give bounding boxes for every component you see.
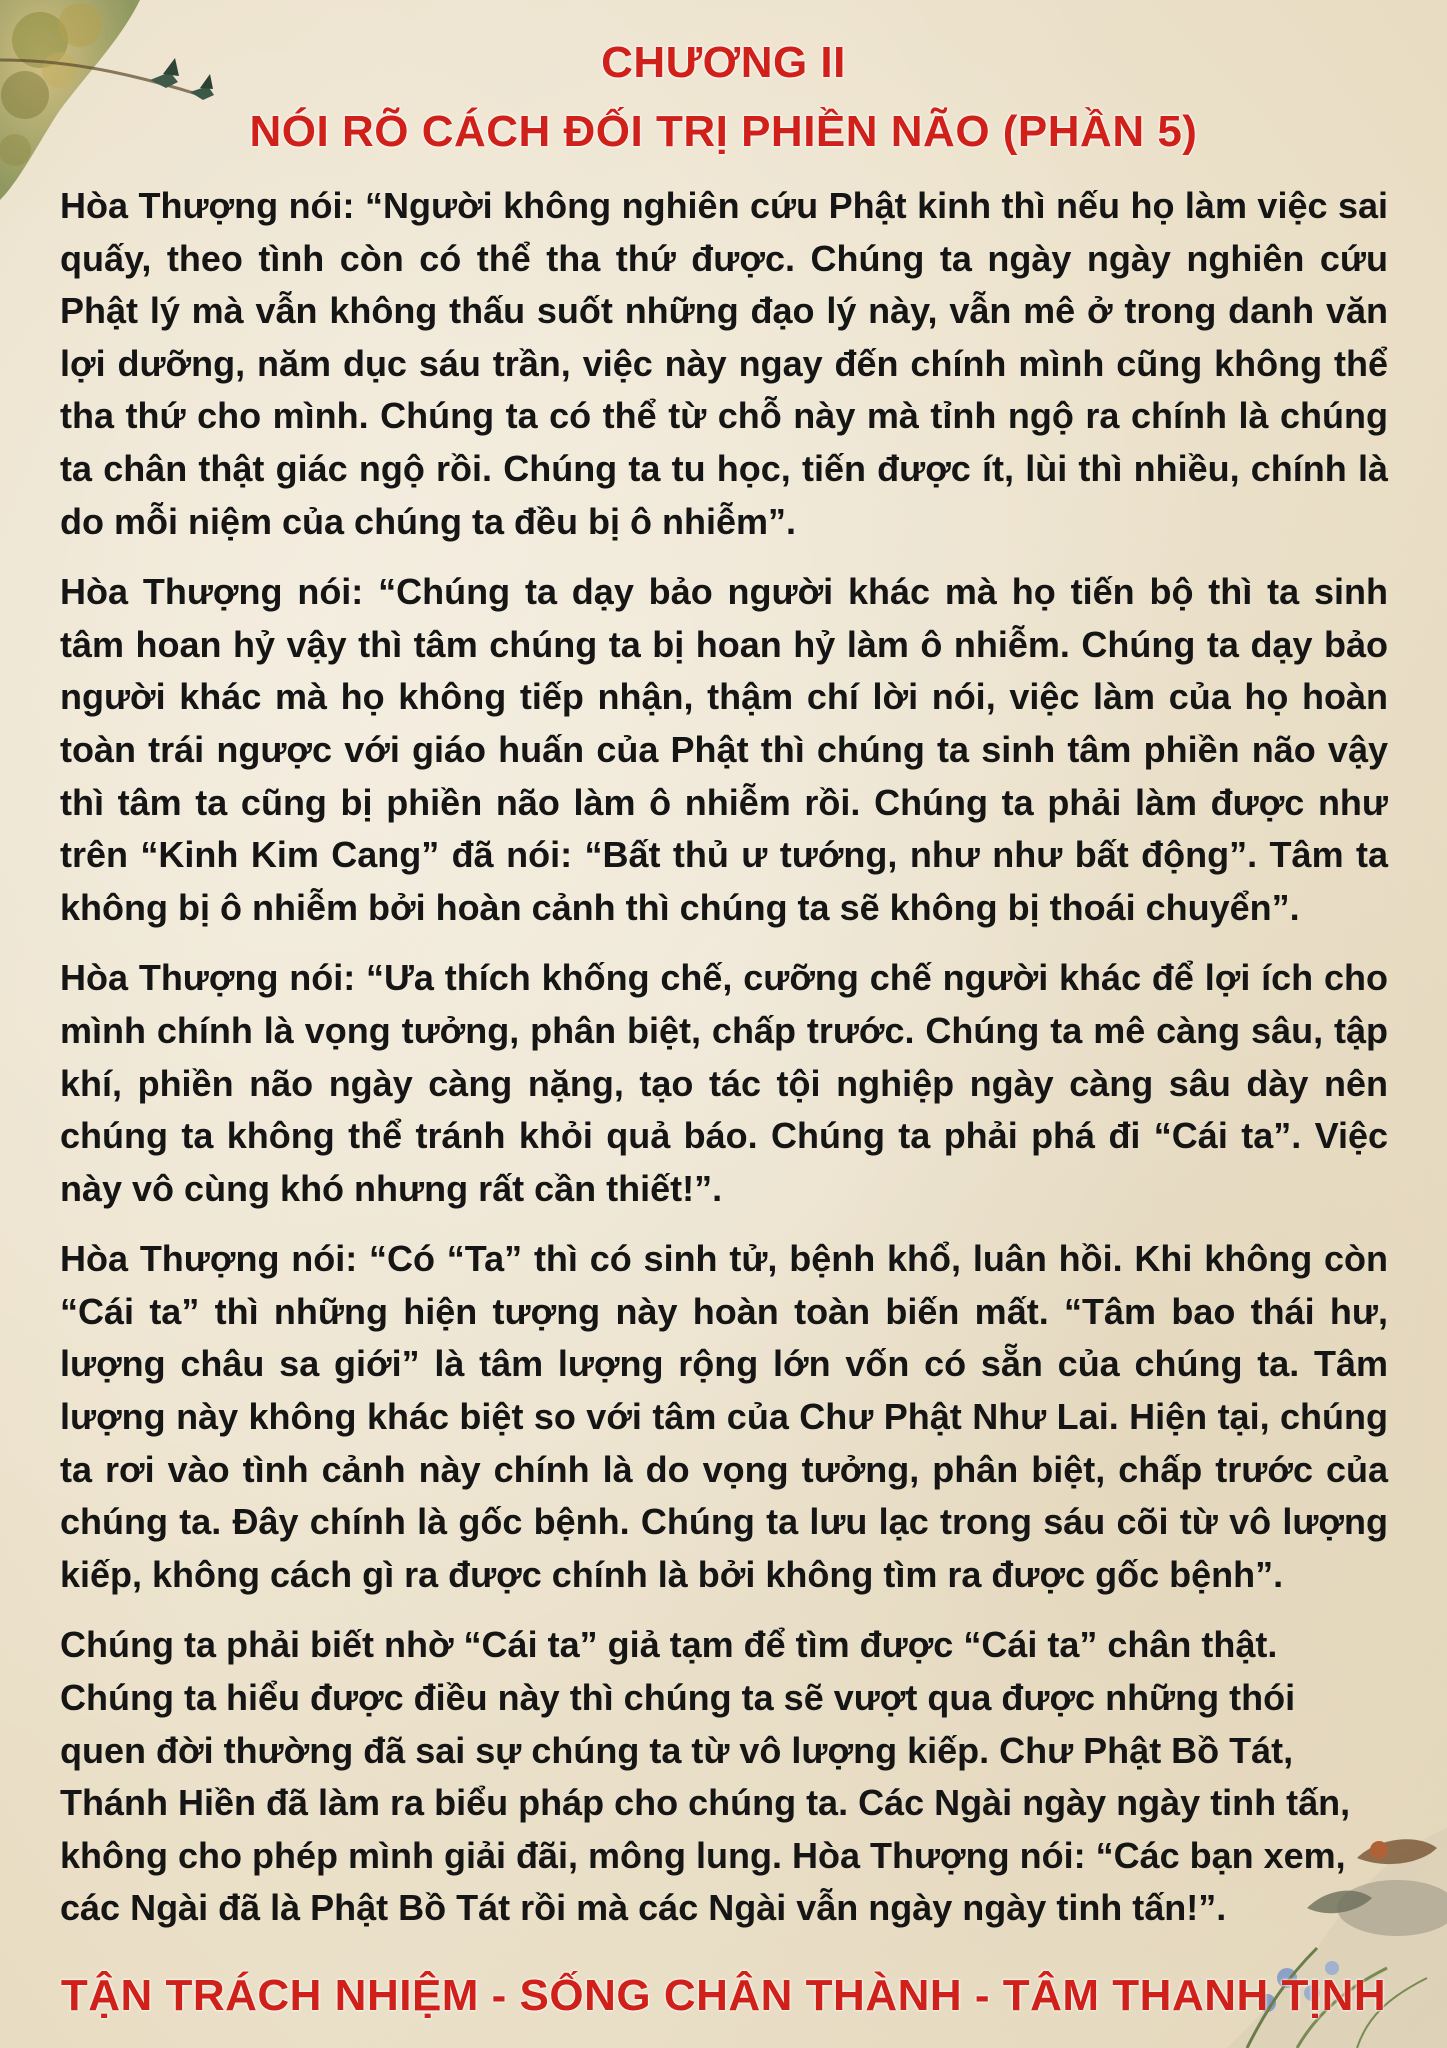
paragraph-4: Hòa Thượng nói: “Có “Ta” thì có sinh tử, bệnh khổ, luân hồi. Khi không còn “Cái ta” thì những hiện tượng này hoàn toàn biến mất. “Tâm bao thái hư, lượng châu sa giới” là tâm lượng rộng lớn vốn có sẵn của chúng ta. Tâm lượng này không khác biệt so với tâm của Chư Phật Như Lai. Hiện tại, chúng ta rơi vào tình cảnh này chính là do vọng tưởng, phân biệt, chấp trước của chúng ta. Đây chính là gốc bệnh. Chúng ta lưu lạc trong sáu cõi từ vô lượng kiếp, không cách gì ra được chính là bởi không tìm ra được gốc bệnh”. [60, 1238, 1388, 1595]
paragraph-3: Hòa Thượng nói: “Ưa thích khống chế, cưỡng chế người khác để lợi ích cho mình chính là vọng tưởng, phân biệt, chấp trước. Chúng ta mê càng sâu, tập khí, phiền não ngày càng nặng, tạo tác tội nghiệp ngày càng sâu dày nên chúng ta không thể tránh khỏi quả báo. Chúng ta phải phá đi “Cái ta”. Việc này vô cùng khó nhưng rất cần thiết!”. [60, 957, 1388, 1209]
footer-motto: TẬN TRÁCH NHIỆM - SỐNG CHÂN THÀNH - TÂM THANH TỊNH [60, 1971, 1387, 2020]
paragraph-1: Hòa Thượng nói: “Người không nghiên cứu Phật kinh thì nếu họ làm việc sai quấy, theo tình còn có thể tha thứ được. Chúng ta ngày ngày nghiên cứu Phật lý mà vẫn không thấu suốt những đạo lý này, vẫn mê ở trong danh văn lợi dưỡng, năm dục sáu trần, việc này ngay đến chính mình cũng không thể tha thứ cho mình. Chúng ta có thể từ chỗ này mà tỉnh ngộ ra chính là chúng ta chân thật giác ngộ rồi. Chúng ta tu học, tiến được ít, lùi thì nhiều, chính là do mỗi niệm của chúng ta đều bị ô nhiễm”. [60, 185, 1388, 542]
title-block [0, 30, 1447, 168]
chapter-title: CHƯƠNG II [601, 38, 846, 87]
paragraph-2: Hòa Thượng nói: “Chúng ta dạy bảo người khác mà họ tiến bộ thì ta sinh tâm hoan hỷ vậy thì tâm chúng ta bị hoan hỷ làm ô nhiễm. Chúng ta dạy bảo người khác mà họ không tiếp nhận, thậm chí lời nói, việc làm của họ hoàn toàn trái ngược với giáo huấn của Phật thì chúng ta sinh tâm phiền não vậy thì tâm ta cũng bị phiền não làm ô nhiễm rồi. Chúng ta phải làm được như trên “Kinh Kim Cang” đã nói: “Bất thủ ư tướng, như như bất động”. Tâm ta không bị ô nhiễm bởi hoàn cảnh thì chúng ta sẽ không bị thoái chuyển”. [60, 571, 1388, 928]
chapter-subtitle: NÓI RÕ CÁCH ĐỐI TRỊ PHIỀN NÃO (PHẦN 5) [249, 107, 1198, 156]
paragraph-5: Chúng ta phải biết nhờ “Cái ta” giả tạm để tìm được “Cái ta” chân thật. Chúng ta hiểu được điều này thì chúng ta sẽ vượt qua được những thói quen đời thường đã sai sự chúng ta từ vô lượng kiếp. Chư Phật Bồ Tát, Thánh Hiền đã làm ra biểu pháp cho chúng ta. Các Ngài ngày ngày tinh tấn, không cho phép mình giải đãi, mông lung. Hòa Thượng nói: “Các bạn xem, các Ngài đã là Phật Bồ Tát rồi mà các Ngài vẫn ngày ngày tinh tấn!”. [60, 1624, 1351, 1929]
body-text [60, 180, 1388, 1953]
